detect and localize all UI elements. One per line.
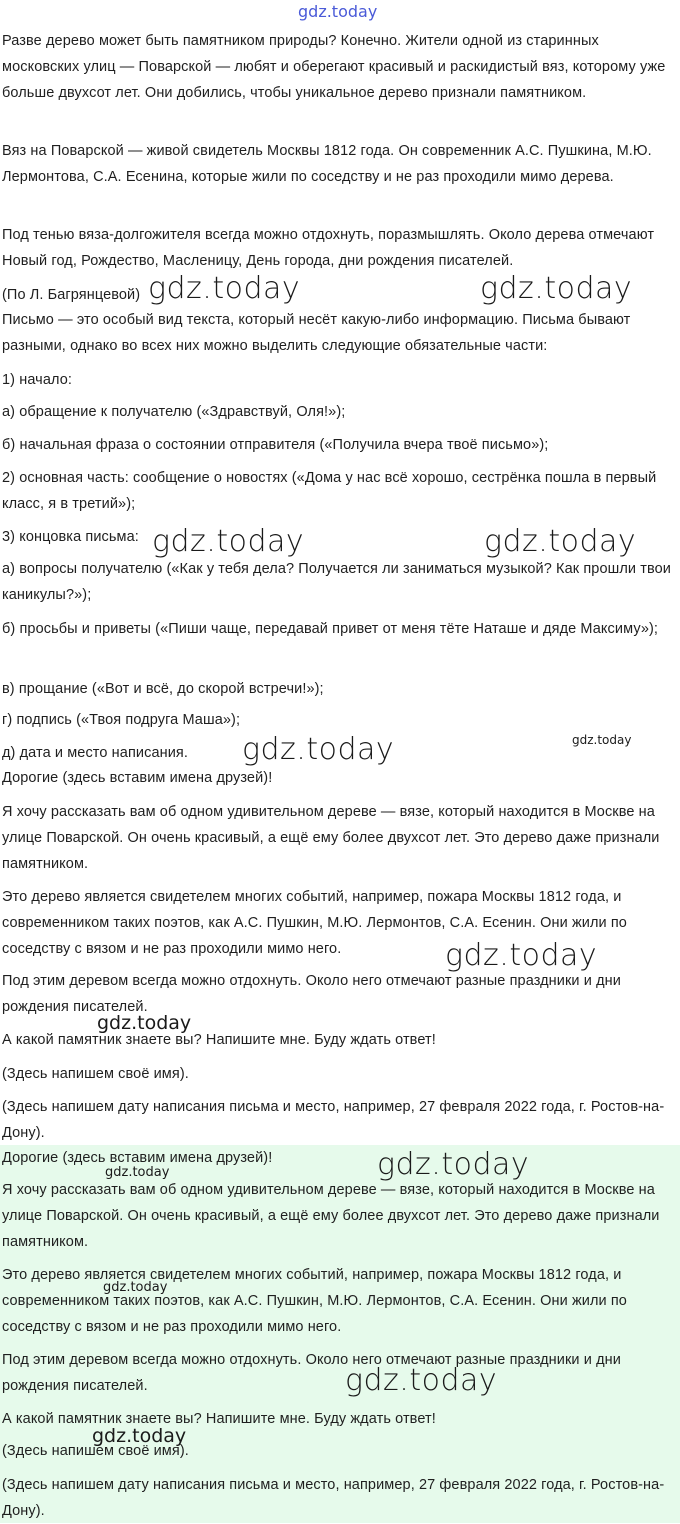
final-letter-greeting: Дорогие (здесь вставим имена друзей)!: [2, 1150, 273, 1166]
text-paragraph-2: Вяз на Поварской — живой свидетель Москвы 1812 года. Он современник А.С. Пушкина, М.Ю. Лермонтова, С.А. Есенина, которые жили по соседству и не раз проходили мимо дерева.: [2, 143, 652, 185]
final-letter-date-place: (Здесь напишем дату написания письма и место, например, 27 февраля 2022 года, г. Ростов-на-Дону).: [2, 1477, 665, 1519]
letter-greeting: Дорогие (здесь вставим имена друзей)!: [2, 770, 273, 786]
text-paragraph-3: Под тенью вяза-долгожителя всегда можно отдохнуть, поразмышлять. Около дерева отмечают Новый год, Рождество, Масленицу, День города, дни рождения писателей.: [2, 227, 655, 269]
letter-part-item: в) прощание («Вот и всё, до скорой встречи!»);: [2, 681, 324, 697]
letter-part-item: б) просьбы и приветы («Пиши чаще, передавай привет от меня тёте Наташе и дяде Максиму»);: [2, 621, 659, 637]
letter-part-item: б) начальная фраза о состоянии отправителя («Получила вчера твоё письмо»);: [2, 437, 549, 453]
watermark: gdz.today: [445, 938, 598, 973]
watermark: gdz.today: [152, 524, 305, 559]
final-letter-paragraph-3: Под этим деревом всегда можно отдохнуть. Около него отмечают разные праздники и дни рождения писателей.: [2, 1352, 621, 1394]
letter-part-item: г) подпись («Твоя подруга Маша»);: [2, 712, 241, 728]
letter-paragraph-2: Это дерево является свидетелем многих событий, например, пожара Москвы 1812 года, и современником таких поэтов, как А.С. Пушкин, М.Ю. Лермонтов, С.А. Есенин. Они жили по соседству с вязом и не раз проходили мимо него.: [2, 889, 627, 957]
final-letter-paragraph-1: Я хочу рассказать вам об одном удивительном дереве — вязе, который находится в Москве на улице Поварской. Он очень красивый, а ещё ему более двухсот лет. Это дерево даже признали памятником.: [2, 1182, 660, 1250]
watermark: gdz.today: [572, 733, 632, 747]
final-letter-signature: (Здесь напишем своё имя).: [2, 1443, 189, 1459]
letter-part-item: 1) начало:: [2, 372, 73, 388]
watermark: gdz.today: [148, 271, 301, 306]
letter-parts-intro: Письмо — это особый вид текста, который несёт какую-либо информацию. Письма бывают разными, однако во всех них можно выделить следующие обязательные части:: [2, 312, 631, 354]
watermark: gdz.today: [103, 1280, 168, 1295]
watermark: gdz.today: [484, 524, 637, 559]
text-paragraph-1: Разве дерево может быть памятником природы? Конечно. Жители одной из старинных московских улиц — Поварской — любят и оберегают красивый и раскидистый вяз, которому уже больше двухсот лет. Они добились, чтобы уникальное дерево признали памятником.: [2, 33, 666, 101]
letter-paragraph-1: Я хочу рассказать вам об одном удивительном дереве — вязе, который находится в Москве на улице Поварской. Он очень красивый, а ещё ему более двухсот лет. Это дерево даже признали памятником.: [2, 804, 660, 872]
letter-signature: (Здесь напишем своё имя).: [2, 1066, 189, 1082]
watermark: gdz.today: [105, 1165, 170, 1180]
watermark: gdz.today: [345, 1363, 498, 1398]
final-letter-paragraph-4: А какой памятник знаете вы? Напишите мне. Буду ждать ответ!: [2, 1411, 436, 1427]
letter-part-item: а) вопросы получателю («Как у тебя дела? Получается ли заниматься музыкой? Как прошли твои каникулы?»);: [2, 561, 671, 603]
letter-part-item: д) дата и место написания.: [2, 745, 189, 761]
watermark: gdz.today: [480, 271, 633, 306]
final-letter-paragraph-2: Это дерево является свидетелем многих событий, например, пожара Москвы 1812 года, и современником таких поэтов, как А.С. Пушкин, М.Ю. Лермонтов, С.А. Есенин. Они жили по соседству с вязом и не раз проходили мимо него.: [2, 1267, 627, 1335]
letter-paragraph-4: А какой памятник знаете вы? Напишите мне. Буду ждать ответ!: [2, 1032, 436, 1048]
letter-part-item: а) обращение к получателю («Здравствуй, Оля!»);: [2, 404, 346, 420]
letter-paragraph-3: Под этим деревом всегда можно отдохнуть. Около него отмечают разные праздники и дни рождения писателей.: [2, 973, 621, 1015]
letter-part-item: 2) основная часть: сообщение о новостях («Дома у нас всё хорошо, сестрёнка пошла в первый класс, я в третий»);: [2, 470, 657, 512]
header-watermark: gdz.today: [298, 2, 378, 21]
watermark: gdz.today: [242, 732, 395, 767]
watermark: gdz.today: [377, 1147, 530, 1182]
watermark: gdz.today: [97, 1012, 192, 1034]
watermark: gdz.today: [92, 1425, 187, 1447]
letter-part-item: 3) концовка письма:: [2, 529, 139, 545]
text-author: (По Л. Багрянцевой): [2, 287, 141, 303]
letter-date-place: (Здесь напишем дату написания письма и место, например, 27 февраля 2022 года, г. Ростов-на-Дону).: [2, 1099, 665, 1141]
